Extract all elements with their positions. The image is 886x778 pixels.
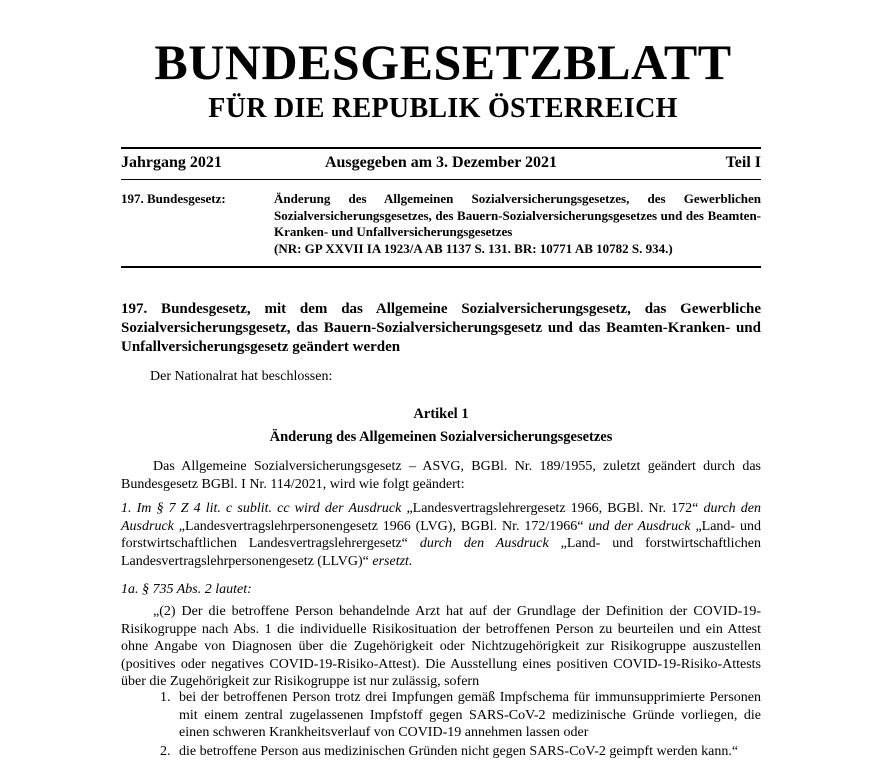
amendment-1-quote: „Landesvertragslehrpersonengesetz 1966 (LVG), BGBl. Nr. 172/1966“ [178,518,584,534]
amendment-1-quote: „Landesvertragslehrergesetz 1966, BGBl. Nr. 172“ [406,501,699,516]
gazette-title: BUNDESGESETZBLATT [154,34,732,90]
toc-line: Änderung des Allgemeinen Sozialversicherungsgesetzes, des Gewerblichen Sozialversicherungsgesetzes, des Bauern-Sozialversicherungsgesetzes und des Beamten-Kranken- und Unfallversicherungsgesetzes [274,191,761,239]
article-title: Änderung des Allgemeinen Sozialversicherungsgesetzes [269,429,613,445]
article-number: Artikel 1 [413,406,469,422]
amendment-1-quote: „Land- und forstwirtschaftlichen Landesvertragslehrpersonengesetz (LLVG)“ [121,536,761,569]
amendment-1-instruction: durch den Ausdruck [121,501,761,534]
header-top-rule [121,147,761,149]
list-item [160,743,761,761]
amendment-1-instruction: durch den Ausdruck [407,536,561,551]
amendment-1-instruction: und der Ausdruck [583,518,696,534]
part-label: Teil I [725,154,761,171]
gazette-subtitle: FÜR DIE REPUBLIK ÖSTERREICH [208,93,678,124]
amendment-1-instruction: ersetzt. [368,553,413,569]
issue-date: Ausgegeben am 3. Dezember 2021 [324,154,558,171]
list-item-number: 2. [160,744,171,759]
enactment-clause: Der Nationalrat hat beschlossen: [150,369,333,384]
amendment-1-instruction: 1. Im § 7 Z 4 lit. c sublit. cc wird der Ausdruck [121,501,407,516]
toc-description [274,191,761,257]
section-735-paragraph-2: „(2) Der die betroffene Person behandelnde Arzt hat auf der Grundlage der Definition der COVID-19-Risikogruppe nach Abs. 1 die individuelle Risikosituation der betroffenen Person zu beurteilen und ein Attest ohne Angabe von Diagnosen über die Zugehörigkeit oder Nichtzugehörigkeit zur Risikogruppe auszustellen (positives oder negatives COVID-19-Risiko-Attest). Die Ausstellung eines positiven COVID-19-Risiko-Attests über die Zugehörigkeit zur Risikogruppe ist nur zulässig, sofern [121,604,761,689]
amendment-1a-instruction: 1a. § 735 Abs. 2 lautet: [121,582,252,597]
amendment-1-quote: „Land- und forstwirtschaftlichen Landesvertragslehrergesetz“ [121,518,761,551]
toc-line: (NR: GP XXVII IA 1923/A AB 1137 S. 131. BR: 10771 AB 10782 S. 934.) [274,240,673,256]
list-item [160,689,761,742]
list-item-text: bei der betroffenen Person trotz drei Impfungen gemäß Impfschema für immunsupprimierte Personen mit einem zentral zugelassenen Impfstoff gegen SARS-CoV-2 medizinische Gründe vorliegen, die einen schweren Krankheitsverlauf von COVID-19 annehmen lassen oder [179,690,761,740]
amendment-1a [121,581,761,599]
toc-law-number: 197. Bundesgesetz: [121,191,226,206]
list-item-number: 1. [160,690,171,705]
header-mid-rule [121,179,761,180]
list-item-text: die betroffene Person aus medizinischen Gründen nicht gegen SARS-CoV-2 geimpft werden kann.“ [179,744,739,759]
law-title: 197. Bundesgesetz, mit dem das Allgemeine Sozialversicherungsgesetz, das Gewerbliche Sozialversicherungsgesetz, das Bauern-Sozialversicherungsgesetz und das Beamten-Kranken- und Unfallversicherungsgesetz geändert werden [121,301,761,355]
volume-year: Jahrgang 2021 [121,154,222,171]
amendment-1 [121,500,761,570]
article-intro: Das Allgemeine Sozialversicherungsgesetz – ASVG, BGBl. Nr. 189/1955, zuletzt geändert durch das Bundesgesetz BGBl. I Nr. 114/2021, wird wie folgt geändert: [121,459,761,492]
header-bottom-rule [121,266,761,268]
